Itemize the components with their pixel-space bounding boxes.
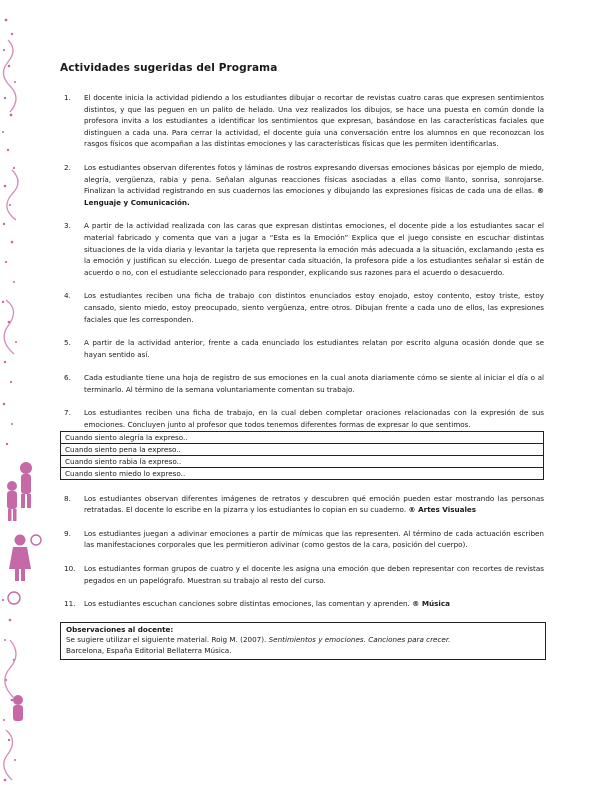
observations-reference: Se sugiere utilizar el siguiente material. Roig M. (2007). Sentimientos y emociones. Canciones para crecer. — [66, 635, 451, 645]
activity-list-continued — [60, 493, 544, 610]
table-row: Cuando siento pena la expreso.. — [61, 443, 544, 455]
list-item: 3. A partir de la actividad realizada con las caras que expresan distintas emociones, el docente pide a los estudiantes sacar el material fabricado y comenta que van a jugar a “Esta es la Emoción” Explica que el juego consiste en escuchar distintas situaciones de la vida diaria y levantar la tarjeta que representa la emoción más adecuada a la situación, exclamando ¡esta es la emoción y justifican su elección. Luego de presentar cada situación, la profesora pide a los estudiantes señalar si están de acuerdo o no, con el estudiante seleccionado para responder, explicando sus razones para el acuerdo o desacuerdo. — [64, 221, 544, 277]
table-row: Cuando siento rabia la expreso.. — [61, 455, 544, 467]
phrase-table — [60, 431, 544, 480]
decorative-sidebar — [0, 0, 48, 800]
list-item: 1. El docente inicia la actividad pidiendo a los estudiantes dibujar o recortar de revistas cuatro caras que expresen sentimientos distintos, y que las peguen en un palito de helado. Una vez realizados los dibujos, se hace una puesta en común donde la profesora invita a los estudiantes a identificar los sentimientos que expresan, basándose en las características faciales que distinguen a cada una. Para cerrar la actividad, el docente guía una conversación entre los alumnos en que reconozcan los rasgos físicos que acompañan a las distintas emociones y las características físicas que les permiten identificarlas. — [64, 93, 544, 149]
list-item: 8. Los estudiantes observan diferentes imágenes de retratos y descubren qué emoción pueden estar mostrando las personas retratadas. El docente lo escribe en la pizarra y los estudiantes lo copian en su cuaderno. ® Artes Visuales — [64, 493, 544, 515]
list-item: 4. Los estudiantes reciben una ficha de trabajo con distintos enunciados estoy enojado, estoy contento, estoy triste, estoy cansado, siento miedo, estoy preocupado, siento vergüenza, entre otros. Dibujan frente a cada uno de ellos, las expresiones faciales que les corresponden. — [64, 291, 544, 324]
subject-tag: ® Artes Visuales — [408, 505, 477, 515]
page-title: Actividades sugeridas del Programa — [60, 62, 278, 74]
list-item: 9. Los estudiantes juegan a adivinar emociones a partir de mímicas que las representen. Al término de cada actuación escriben las manifestaciones corporales que les permitieron adivinar (como gestos de la cara, posición del cuerpo). — [64, 528, 544, 550]
document-content — [60, 62, 544, 660]
activity-list — [60, 92, 544, 431]
list-item: 5. A partir de la actividad anterior, frente a cada enunciado los estudiantes relatan por escrito alguna ocasión donde que se hayan sentido así. — [64, 338, 544, 359]
table-row: Cuando siento alegría la expreso.. — [61, 431, 544, 443]
subject-tag: ® Música — [412, 599, 450, 609]
observations-title: Observaciones al docente: — [66, 624, 174, 634]
observations-box — [60, 622, 546, 661]
subject-tag: ® Lenguaje y Comunicación. — [84, 186, 544, 207]
table-row: Cuando siento miedo lo expreso.. — [61, 467, 544, 479]
list-item: 2. Los estudiantes observan diferentes fotos y láminas de rostros expresando diversas emociones básicas por ejemplo de miedo, alegría, vergüenza, rabia y pena. Señalan algunas reacciones físicas asociadas a ellas como llanto, sonrisa, sonrojarse. Finalizan la actividad registrando en sus cuadernos las emociones y dibujando las expresiones físicas de cada una de ellas. ® Lenguaje y Comunicación. — [64, 162, 544, 207]
list-item: 11. Los estudiantes escuchan canciones sobre distintas emociones, las comentan y aprenden. ® Música — [64, 599, 450, 609]
list-item: 10. Los estudiantes forman grupos de cuatro y el docente les asigna una emoción que deben representar con recortes de revistas pegados en un papelógrafo. Muestran su trabajo al resto del curso. — [64, 564, 544, 585]
list-item: 7. Los estudiantes reciben una ficha de trabajo, en la cual deben completar oraciones relacionadas con la expresión de sus emociones. Concluyen junto al profesor que todos tenemos diferentes formas de expresar lo que sentimos. — [64, 408, 544, 430]
observations-publisher: Barcelona, España Editorial Bellaterra Música. — [66, 645, 232, 655]
list-item: 6. Cada estudiante tiene una hoja de registro de sus emociones en la cual anota diariamente cómo se siente al iniciar el día o al terminarlo. Al término de la semana voluntariamente comentan su trabajo. — [64, 373, 544, 394]
